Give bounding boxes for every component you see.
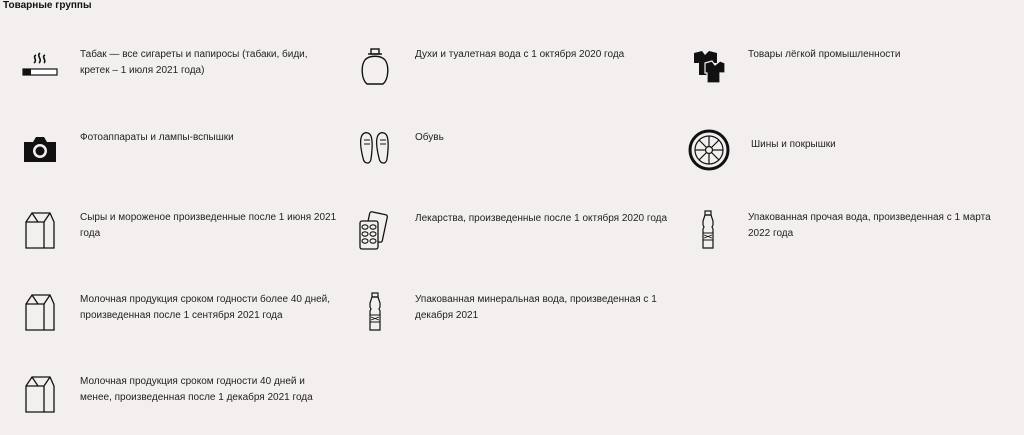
product-group-dairy-short[interactable]	[22, 374, 342, 434]
product-group-tires[interactable]	[688, 128, 1008, 188]
water-bottle-icon	[690, 210, 726, 250]
clothing-icon	[690, 47, 726, 87]
product-group-tobacco[interactable]	[22, 47, 342, 107]
product-group-label: Товары лёгкой промышленности	[748, 49, 901, 60]
milk-carton-icon	[22, 292, 58, 332]
product-group-perfume[interactable]	[357, 47, 677, 107]
milk-carton-icon	[22, 374, 58, 414]
water-bottle-icon	[357, 292, 393, 332]
product-group-light-industry[interactable]	[690, 47, 1010, 107]
product-group-label: Упакованная прочая вода, произведенная с 1 марта 2022 года	[748, 212, 991, 239]
milk-carton-icon	[22, 210, 58, 250]
product-group-mineral-water[interactable]	[357, 292, 677, 352]
cigarette-icon	[22, 47, 58, 87]
camera-icon	[22, 130, 58, 170]
product-group-label: Фотоаппараты и лампы-вспышки	[80, 132, 234, 143]
tire-icon	[688, 128, 730, 172]
pills-icon	[357, 211, 393, 251]
page-title: Товарные группы	[3, 0, 92, 11]
product-group-dairy-long[interactable]	[22, 292, 342, 352]
product-group-label: Шины и покрышки	[751, 139, 836, 150]
product-group-label: Табак — все сигареты и папиросы (табаки, биди, кретек – 1 июля 2021 года)	[80, 49, 308, 76]
product-group-label: Лекарства, произведенные после 1 октября 2020 года	[415, 213, 668, 224]
product-group-label: Сыры и мороженое произведенные после 1 июня 2021 года	[80, 212, 337, 239]
product-group-label: Обувь	[415, 132, 444, 143]
product-group-other-water[interactable]	[690, 210, 1010, 270]
product-group-cheese-icecream[interactable]	[22, 210, 342, 270]
product-group-shoes[interactable]	[357, 130, 677, 190]
product-group-label: Упакованная минеральная вода, произведенная с 1 декабря 2021	[415, 294, 657, 321]
product-group-label: Духи и туалетная вода с 1 октября 2020 года	[415, 49, 625, 60]
perfume-bottle-icon	[357, 47, 393, 87]
shoes-icon	[357, 130, 393, 170]
product-group-label: Молочная продукция сроком годности более 40 дней, произведенная после 1 сентября 2021 года	[80, 294, 331, 321]
product-group-medicines[interactable]	[357, 211, 677, 271]
product-group-cameras[interactable]	[22, 130, 342, 190]
product-group-label: Молочная продукция сроком годности 40 дней и менее, произведенная после 1 декабря 2021 года	[80, 376, 313, 403]
